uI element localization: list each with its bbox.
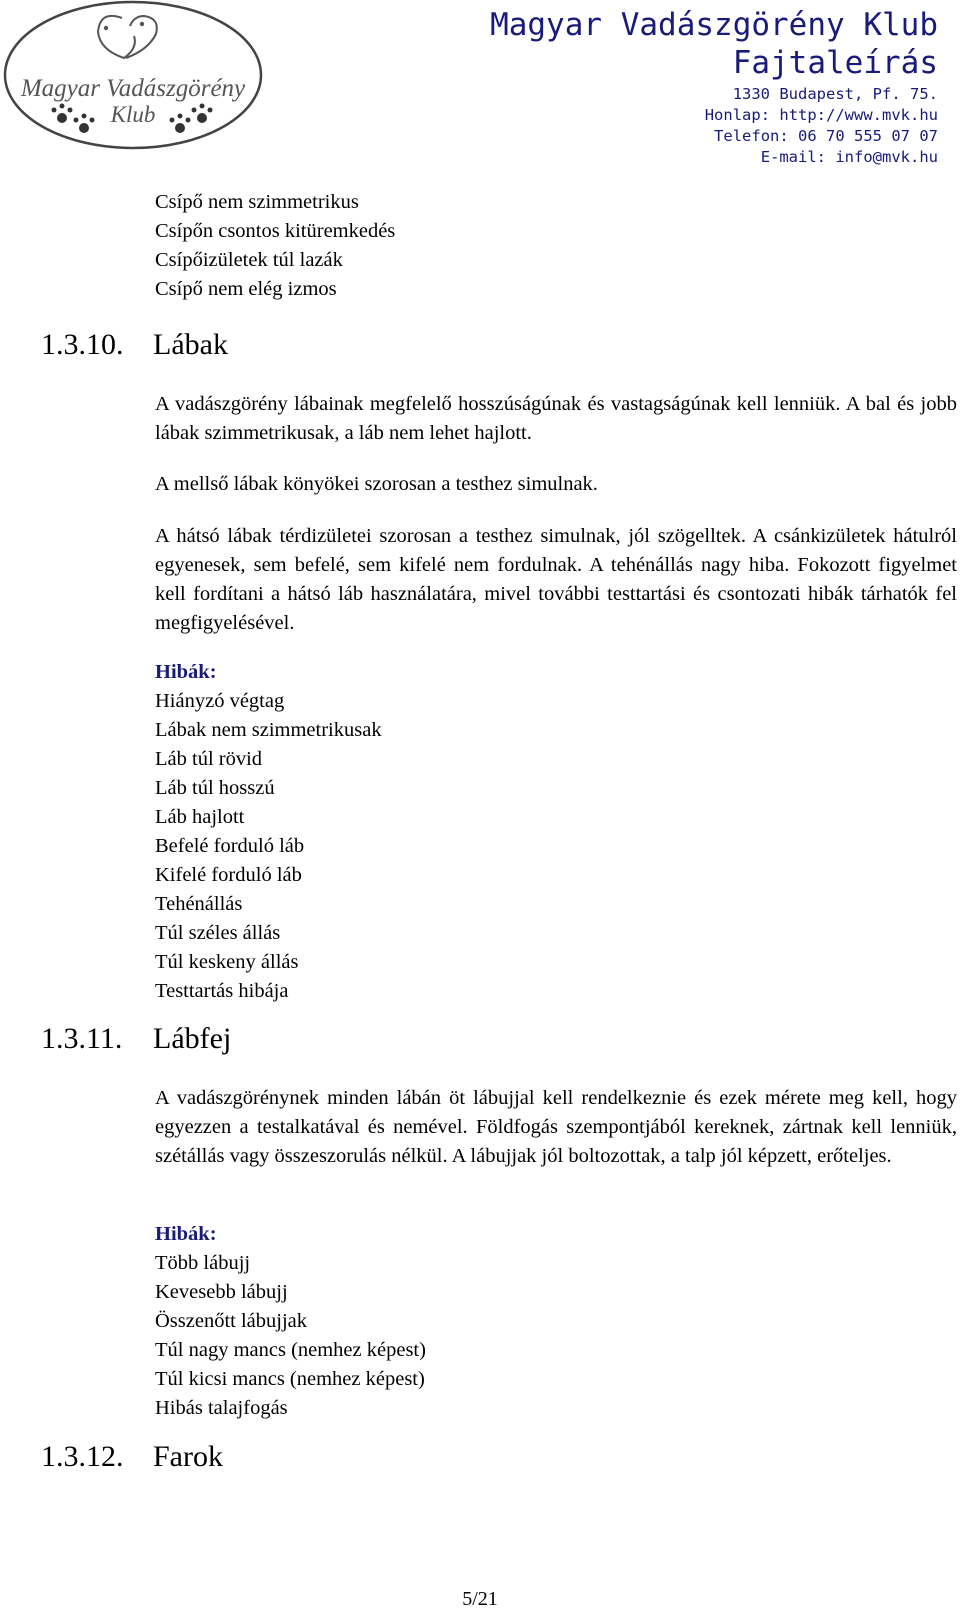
list-item: Csípő nem elég izmos <box>155 278 337 300</box>
document-title: Fajtaleírás <box>732 45 938 81</box>
section-heading-farok <box>41 1440 223 1474</box>
club-logo <box>2 0 264 150</box>
list-item: Több lábujj <box>155 1252 251 1274</box>
leg-faults-list <box>155 658 957 1006</box>
list-item: Kifelé forduló láb <box>155 864 302 886</box>
website: Honlap: http://www.mvk.hu <box>704 106 938 124</box>
email: E-mail: info@mvk.hu <box>760 148 938 166</box>
list-item: Testtartás hibája <box>155 980 289 1002</box>
list-item: Hiányzó végtag <box>155 690 285 712</box>
list-item: Láb hajlott <box>155 806 245 828</box>
section-title: Lábak <box>153 328 228 361</box>
section-number: 1.3.11. <box>41 1022 123 1055</box>
paragraph: A hátsó lábak térdizületei szorosan a testhez simulnak, jól szögelltek. A csánkizületek hátulról egyenesek, sem befelé, sem kifelé nem fordulnak. A tehénállás nagy hiba. Fokozott figyelmet kell fordítani a hátsó láb használatára, mivel további testtartási és csontozati hibák tárhatók fel megfigyelésével. <box>155 525 957 634</box>
list-item: Csípőn csontos kitüremkedés <box>155 220 396 242</box>
hip-faults-list <box>155 188 957 304</box>
paragraph: A mellső lábak könyökei szorosan a testhez simulnak. <box>155 473 598 495</box>
page-header <box>490 0 938 168</box>
foot-faults-list <box>155 1220 957 1423</box>
section-heading-labak <box>41 328 228 362</box>
list-item: Tehénállás <box>155 893 243 915</box>
page-number: 5/21 <box>462 1588 498 1610</box>
list-item: Lábak nem szimmetrikusak <box>155 719 382 741</box>
section-title: Lábfej <box>153 1022 232 1055</box>
phone: Telefon: 06 70 555 07 07 <box>714 127 938 145</box>
list-item: Túl kicsi mancs (nemhez képest) <box>155 1368 425 1390</box>
faults-label: Hibák: <box>155 1223 217 1245</box>
section-title: Farok <box>153 1440 223 1473</box>
faults-label: Hibák: <box>155 661 217 683</box>
section-heading-labfej <box>41 1022 231 1056</box>
list-item: Túl keskeny állás <box>155 951 299 973</box>
paragraph: A vadászgörény lábainak megfelelő hosszúságúnak és vastagságúnak kell lenniük. A bal és jobb lábak szimmetrikusak, a láb nem lehet hajlott. <box>155 393 957 444</box>
address: 1330 Budapest, Pf. 75. <box>732 85 938 103</box>
list-item: Befelé forduló láb <box>155 835 305 857</box>
list-item: Láb túl rövid <box>155 748 263 770</box>
section-number: 1.3.12. <box>41 1440 124 1473</box>
section-number: 1.3.10. <box>41 328 124 361</box>
list-item: Csípő nem szimmetrikus <box>155 191 359 213</box>
list-item: Kevesebb lábujj <box>155 1281 288 1303</box>
logo-text-klub: Klub <box>110 102 156 127</box>
list-item: Csípőizületek túl lazák <box>155 249 343 271</box>
list-item: Összenőtt lábujjak <box>155 1310 308 1332</box>
list-item: Hibás talajfogás <box>155 1397 288 1419</box>
paragraph: A vadászgörénynek minden lábán öt lábujjal kell rendelkeznie és ezek mérete meg kell, hogy egyezzen a testalkatával és nemével. Földfogás szempontjából kereknek, zártnak kell lenniük, szétállás vagy összeszorulás nélkül. A lábujjak jól boltozottak, a talp jól képzett, erőteljes. <box>155 1087 957 1167</box>
logo-text-main: Magyar Vadászgörény <box>20 75 246 102</box>
list-item: Láb túl hosszú <box>155 777 275 799</box>
club-name: Magyar Vadászgörény Klub <box>490 7 938 43</box>
list-item: Túl széles állás <box>155 922 281 944</box>
list-item: Túl nagy mancs (nemhez képest) <box>155 1339 426 1361</box>
